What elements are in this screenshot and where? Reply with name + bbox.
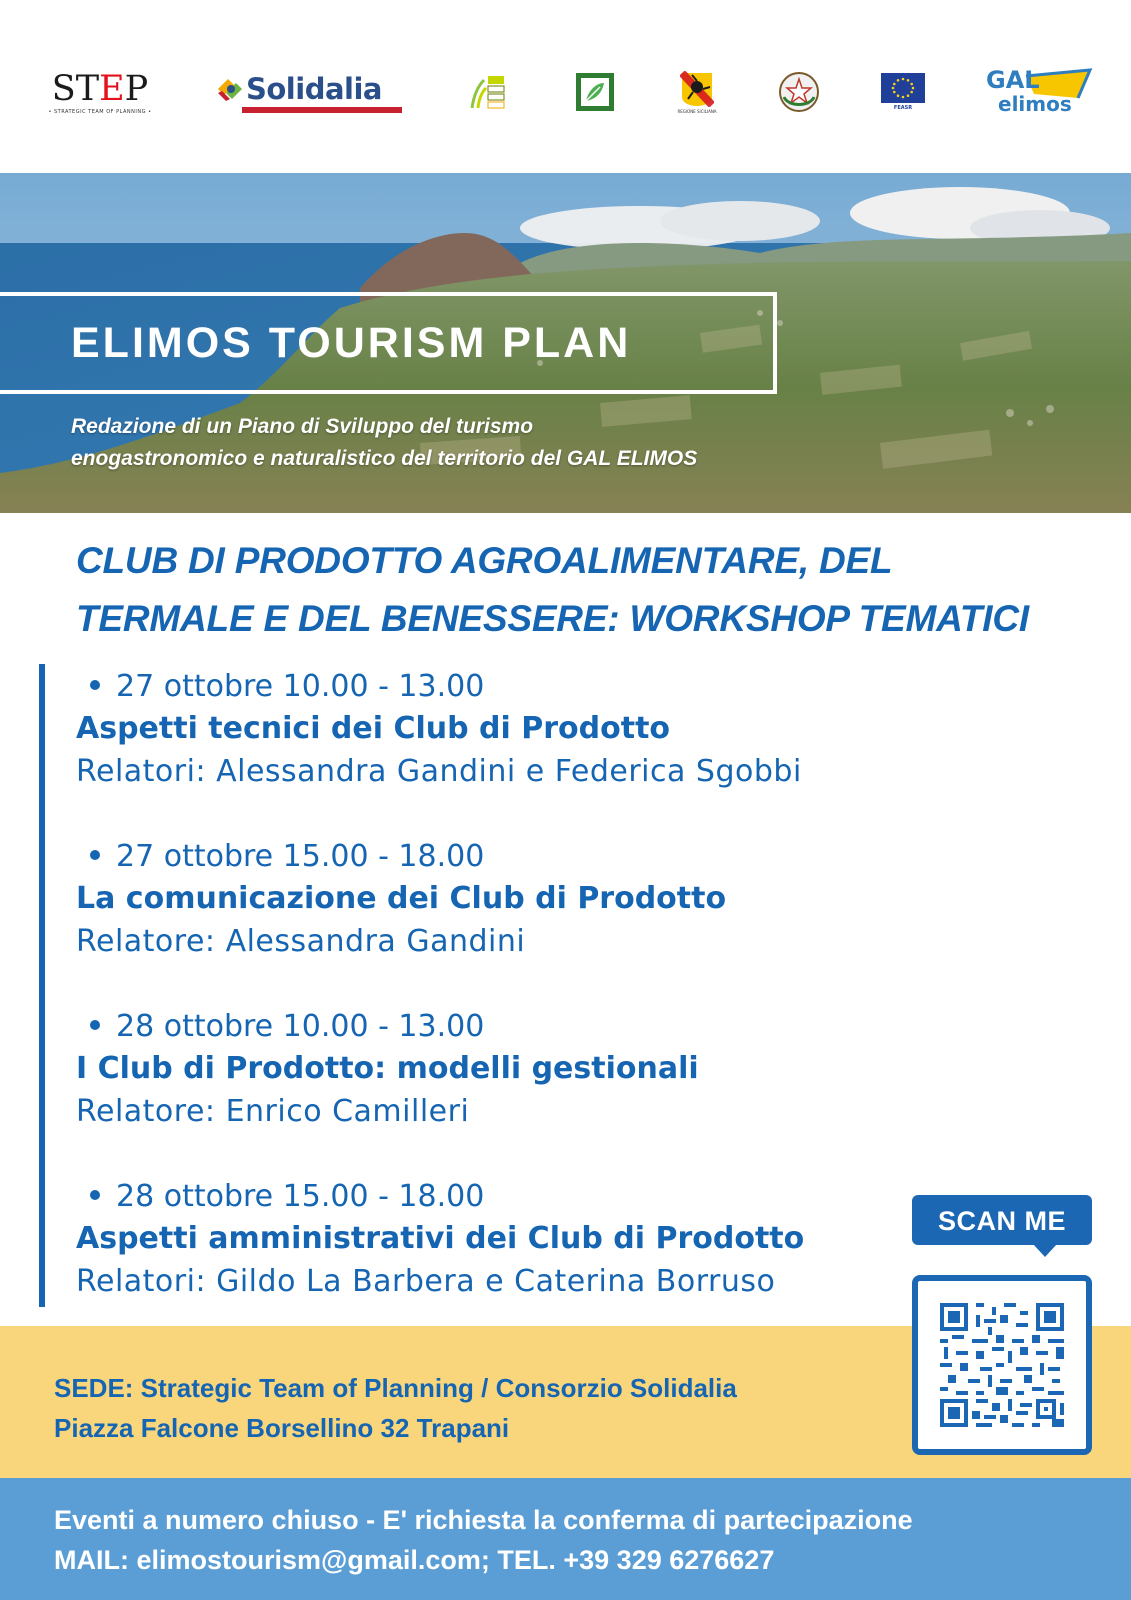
event-item <box>76 666 916 836</box>
hero-title: ELIMOS TOURISM PLAN <box>71 319 632 367</box>
qr-code[interactable] <box>912 1275 1092 1455</box>
eu-logo-caption: FEASR <box>893 105 913 111</box>
section-heading-line2: TERMALE E DEL BENESSERE: WORKSHOP TEMATICI <box>76 598 1029 639</box>
section-heading <box>76 532 1116 648</box>
event-title: La comunicazione dei Club di Prodotto <box>76 881 727 916</box>
venue-info <box>54 1368 737 1448</box>
event-speakers: Relatore: Enrico Camilleri <box>76 1094 470 1129</box>
gal-elimos-logo <box>986 64 1094 124</box>
event-date-row <box>76 836 916 878</box>
events-accent-line <box>39 664 45 1307</box>
footer-info <box>54 1500 913 1580</box>
event-item <box>76 1176 916 1346</box>
bullet-icon <box>90 1020 100 1030</box>
step-logo <box>46 62 154 122</box>
event-item <box>76 1006 916 1176</box>
scan-me-pointer <box>1033 1244 1057 1257</box>
event-speakers: Relatore: Alessandra Gandini <box>76 924 526 959</box>
footer-line1: Eventi a numero chiuso - E' richiesta la conferma di partecipazione <box>54 1505 913 1535</box>
venue-line2: Piazza Falcone Borsellino 32 Trapani <box>54 1413 510 1443</box>
solidalia-logo <box>214 62 404 122</box>
scan-me-label: SCAN ME <box>912 1195 1092 1245</box>
hero-subtitle-line1: Redazione di un Piano di Sviluppo del turismo <box>71 415 534 438</box>
event-date-row <box>76 1176 916 1218</box>
event-speakers: Relatori: Alessandra Gandini e Federica Sgobbi <box>76 754 802 789</box>
event-date-row <box>76 1006 916 1048</box>
event-item <box>76 836 916 1006</box>
event-date: 28 ottobre 15.00 - 18.00 <box>116 1179 485 1214</box>
leader-logo <box>573 70 617 114</box>
bullet-icon <box>90 850 100 860</box>
bullet-icon <box>90 680 100 690</box>
sicilia-logo-caption: REGIONE SICILIANA <box>677 108 717 114</box>
italian-emblem-logo <box>777 70 821 114</box>
qr-code-icon <box>940 1303 1064 1427</box>
logo-bar <box>0 0 1131 173</box>
events-list <box>76 666 916 1346</box>
gal-logo-line1: GAL <box>986 66 1040 94</box>
event-title: I Club di Prodotto: modelli gestionali <box>76 1051 699 1086</box>
psr-2014-2020-logo <box>464 70 508 114</box>
section-heading-line1: CLUB DI PRODOTTO AGROALIMENTARE, DEL <box>76 540 893 581</box>
solidalia-mark-icon <box>214 75 246 103</box>
event-date-row <box>76 666 916 708</box>
eu-flag-logo <box>880 70 926 114</box>
step-logo-word-e: E <box>99 68 125 109</box>
venue-line1: SEDE: Strategic Team of Planning / Consorzio Solidalia <box>54 1373 737 1403</box>
solidalia-logo-tagline-bar <box>242 107 402 113</box>
hero-subtitle-line2: enogastronomico e naturalistico del territorio del GAL ELIMOS <box>71 447 698 470</box>
gal-logo-line2: elimos <box>998 92 1072 116</box>
trinacria-logo <box>675 70 719 114</box>
footer-contact[interactable]: MAIL: elimostourism@gmail.com; TEL. +39 329 6276627 <box>54 1545 775 1575</box>
event-date: 27 ottobre 15.00 - 18.00 <box>116 839 485 874</box>
bullet-icon <box>90 1190 100 1200</box>
step-logo-tagline: • STRATEGIC TEAM OF PLANNING • <box>48 108 152 115</box>
event-title: Aspetti tecnici dei Club di Prodotto <box>76 711 671 746</box>
solidalia-logo-name: Solidalia <box>246 71 382 106</box>
hero-subtitle <box>71 411 831 475</box>
event-date: 28 ottobre 10.00 - 13.00 <box>116 1009 485 1044</box>
step-logo-word <box>52 70 148 108</box>
event-date: 27 ottobre 10.00 - 13.00 <box>116 669 485 704</box>
step-logo-word-end: P <box>124 68 149 109</box>
event-title: Aspetti amministrativi dei Club di Prodotto <box>76 1221 805 1256</box>
step-logo-word-start: ST <box>51 68 100 109</box>
hero-banner <box>0 173 1131 513</box>
event-speakers: Relatori: Gildo La Barbera e Caterina Borruso <box>76 1264 776 1299</box>
